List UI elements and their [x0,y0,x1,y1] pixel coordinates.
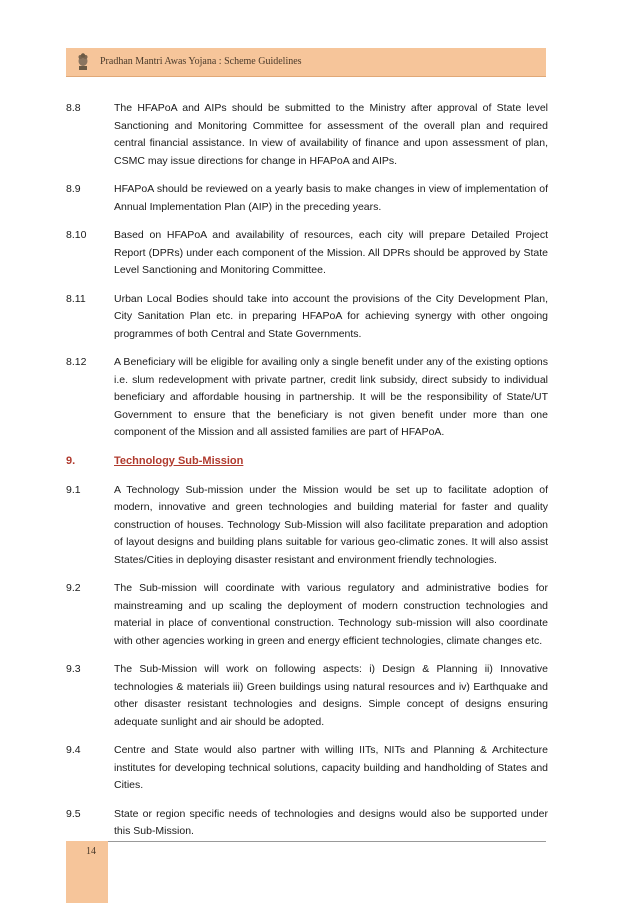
paragraph-text: HFAPoA should be reviewed on a yearly basis to make changes in view of implementation of Annual Implementation Plan (AIP) in the preceding years. [114,183,548,213]
paragraph [66,354,548,442]
paragraph-text: Centre and State would also partner with willing IITs, NITs and Planning & Architecture institutes for developing technical solutions, capacity building and handholding of States and Cities. [114,744,548,791]
paragraph [66,806,548,841]
paragraph-number: 9.2 [66,582,81,594]
footer-divider [108,841,546,842]
paragraph [66,482,548,570]
section-heading [66,453,548,470]
paragraph-number: 9.4 [66,744,81,756]
header-title: Pradhan Mantri Awas Yojana : Scheme Guidelines [100,56,302,67]
section-title: Technology Sub-Mission [114,454,244,467]
paragraph-text: A Beneficiary will be eligible for availing only a single benefit under any of the existing options i.e. slum redevelopment with private partner, credit link subsidy, direct subsidy to individual beneficiary and affordable housing in partnership. It will be the responsibility of State/UT Government to ensure that the beneficiary is not given benefit under more than one component of the Mission and all assisted families are part of HFAPoA. [114,356,548,438]
paragraph-number: 9.1 [66,483,81,496]
paragraph [66,580,548,650]
paragraph [66,100,548,170]
paragraph-text: A Technology Sub-mission under the Mission would be set up to facilitate adoption of modern, innovative and green technologies and building material for faster and quality construction of houses. Technology Sub-Mission will also facilitate preparation and adoption of layout designs and building plans suitable for various geo-climatic zones. It will also assist States/Cities in deploying disaster resistant and environment friendly technologies. [114,483,548,566]
paragraph-number: 9.5 [66,807,81,820]
paragraph-number: 8.11 [66,292,86,305]
paragraph-number: 8.12 [66,356,87,368]
paragraph-text: Based on HFAPoA and availability of resources, each city will prepare Detailed Project Report (DPRs) under each component of the Mission. All DPRs should be approved by State Level Sanctioning and Monitoring Committee. [114,229,548,276]
paragraph [66,227,548,280]
document-body [66,100,548,852]
page-header [66,48,546,77]
paragraph-text: The Sub-Mission will work on following aspects: i) Design & Planning ii) Innovative technologies & materials iii) Green buildings using natural resources and iv) Earthquake and other disaster resistant technologies and designs. Simple concept of designs ensuring adequate sunlight and air should be adopted. [114,663,548,728]
paragraph-text: The HFAPoA and AIPs should be submitted to the Ministry after approval of State level Sanctioning and Monitoring Committee for assessment of the overall plan and required central financial assistance. In view of availability of finance and upon assessment of plan, CSMC may issue directions for change in HFAPoA and AIPs. [114,102,548,167]
paragraph-text: State or region specific needs of technologies and designs would also be supported under this Sub-Mission. [114,807,548,837]
section-number: 9. [66,454,76,467]
paragraph-text: The Sub-mission will coordinate with various regulatory and administrative bodies for mainstreaming and up scaling the deployment of modern construction technologies and material in place of conventional construction. Technology sub-mission will also coordinate with other agencies working in green and energy efficient technologies, climate changes etc. [114,582,548,647]
page-number: 14 [86,846,96,857]
paragraph-number: 8.10 [66,229,87,241]
paragraph-number: 8.9 [66,183,81,195]
paragraph [66,661,548,731]
paragraph [66,742,548,795]
paragraph [66,291,548,344]
paragraph-number: 8.8 [66,102,81,114]
national-emblem-icon [76,52,90,72]
paragraph-number: 9.3 [66,663,81,675]
paragraph-text: Urban Local Bodies should take into account the provisions of the City Development Plan, City Sanitation Plan etc. in preparing HFAPoA for achieving synergy with other ongoing programmes of both Central and State Governments. [114,292,548,340]
paragraph [66,181,548,216]
